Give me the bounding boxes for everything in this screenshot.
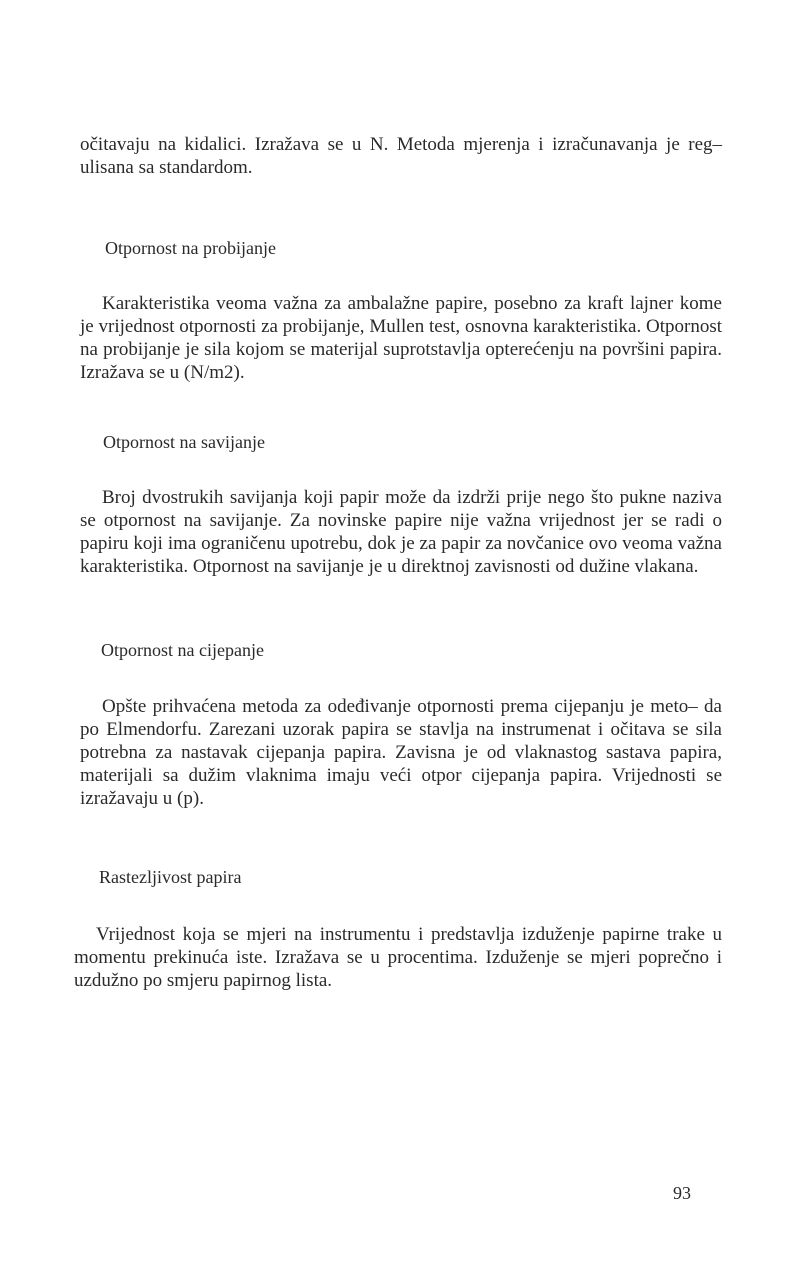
section-heading: Otpornost na savijanje <box>103 432 265 452</box>
intro-paragraph: očitavaju na kidalici. Izražava se u N. Metoda mjerenja i izračunavanja je reg– ulisana sa standardom. <box>80 134 722 178</box>
section-paragraph: Vrijednost koja se mjeri na instrumentu i predstavlja izduženje papirne trake u momentu prekinuća iste. Izražava se u procentima. Izduženje se mjeri poprečno i uzdužno po smjeru papirnog lista. <box>74 924 722 991</box>
section-paragraph: Opšte prihvaćena metoda za odeđivanje otpornosti prema cijepanju je meto– da po Elmendorfu. Zarezani uzorak papira se stavlja na instrumenat i očitava se sila potrebna za nastavak cijepanja papira. Zavisna je od vlaknastog sastava papira, materijali sa dužim vlaknima imaju veći otpor cijepanja papira. Vrijednosti se izražavaju u (p). <box>80 696 722 809</box>
section-paragraph: Broj dvostrukih savijanja koji papir može da izdrži prije nego što pukne naziva se otpornost na savijanje. Za novinske papire nije važna vrijednost jer se radi o papiru koji ima ograničenu upotrebu, dok je za papir za novčanice ovo veoma važna karakteristika. Otpornost na savijanje je u direktnoj zavisnosti od dužine vlakana. <box>80 487 722 577</box>
section-paragraph: Karakteristika veoma važna za ambalažne papire, posebno za kraft lajner kome je vrijednost otpornosti za probijanje, Mullen test, osnovna karakteristika. Otpornost na probijanje je sila kojom se materijal suprotstavlja opterećenju na površini papira. Izražava se u (N/m2). <box>80 293 722 383</box>
section-heading: Otpornost na cijepanje <box>101 640 264 660</box>
section-heading: Rastezljivost papira <box>99 867 242 887</box>
page-number: 93 <box>673 1183 691 1203</box>
section-heading: Otpornost na probijanje <box>105 238 276 258</box>
